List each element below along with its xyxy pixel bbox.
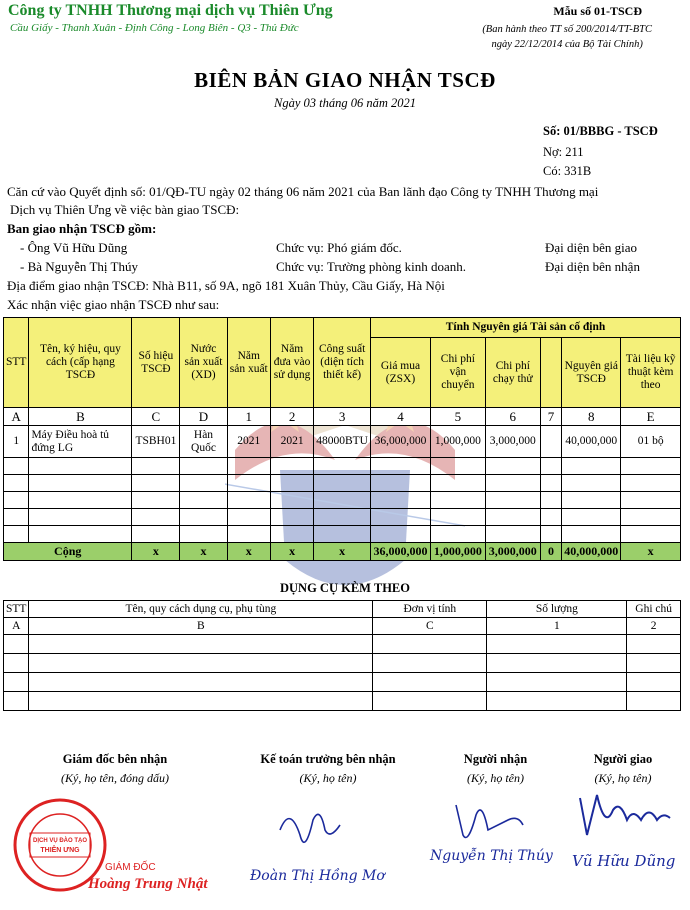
document-title: BIÊN BẢN GIAO NHẬN TSCĐ <box>194 68 496 92</box>
signature-title: Người giao <box>593 752 653 766</box>
header-cell: Nước sản xuất (XD) <box>180 318 227 408</box>
cell-year-used: 2021 <box>270 426 313 458</box>
signature-note: (Ký, họ tên, đóng dấu) <box>61 771 169 785</box>
company-branches: Cầu Giấy - Thanh Xuân - Định Công - Long Biên - Q3 - Thủ Đức <box>10 22 299 34</box>
signature-title: Giám đốc bên nhận <box>62 752 168 766</box>
total-cell: x <box>270 543 313 561</box>
total-cell: x <box>621 543 681 561</box>
header-cell: Tài liệu kỹ thuật kèm theo <box>621 338 681 408</box>
letter-cell: 2 <box>270 408 313 426</box>
cell-documents: 01 bộ <box>621 426 681 458</box>
letter-cell: E <box>621 408 681 426</box>
cell-asset-name: Máy Điều hoà tủ đứng LG <box>29 426 132 458</box>
header-cell: Tên, ký hiệu, quy cách (cấp hạng TSCĐ <box>29 318 132 408</box>
cell-original-cost: 40,000,000 <box>562 426 621 458</box>
signature-note: (Ký, họ tên) <box>467 771 524 785</box>
total-cell: x <box>132 543 180 561</box>
header-cell: Năm đưa vào sử dụng <box>270 318 313 408</box>
cell-price: 36,000,000 <box>370 426 430 458</box>
debit-account: Nợ: 211 <box>543 145 584 159</box>
signature-block-deliverer <box>568 752 678 786</box>
table-row <box>4 475 681 492</box>
cell-col7 <box>540 426 562 458</box>
cell-country: Hàn Quốc <box>180 426 227 458</box>
table-row <box>4 509 681 526</box>
svg-text:DỊCH VỤ ĐÀO TẠO: DỊCH VỤ ĐÀO TẠO <box>33 838 87 844</box>
cell-year-made: 2021 <box>227 426 270 458</box>
header-cell: Số hiệu TSCĐ <box>132 318 180 408</box>
total-cell: 40,000,000 <box>562 543 621 561</box>
signature-block-director <box>30 752 200 786</box>
receiver-name: Nguyễn Thị Thúy <box>430 848 553 864</box>
header-cell: STT <box>4 601 29 618</box>
letter-cell: 7 <box>540 408 562 426</box>
signature-block-chief-accountant <box>238 752 418 786</box>
letter-cell: D <box>180 408 227 426</box>
total-cell: 3,000,000 <box>485 543 540 561</box>
member-role: Đại diện bên nhận <box>545 259 640 274</box>
member-name: - Ông Vũ Hữu Dũng <box>20 240 128 255</box>
accountant-name: Đoàn Thị Hồng Mơ <box>250 868 385 884</box>
tools-table <box>3 600 681 711</box>
form-basis-line2: ngày 22/12/2014 của Bộ Tài Chính) <box>491 39 643 50</box>
header-cell: Chi phí vận chuyển <box>430 338 485 408</box>
letter-cell: 1 <box>487 618 627 635</box>
signature-title: Kế toán trưởng bên nhận <box>260 752 396 766</box>
letter-cell: 1 <box>227 408 270 426</box>
form-basis <box>482 22 652 52</box>
form-basis-line1: (Ban hành theo TT số 200/2014/TT-BTC <box>482 24 652 35</box>
committee-heading: Ban giao nhận TSCĐ gồm: <box>7 221 157 236</box>
letter-cell: 8 <box>562 408 621 426</box>
signature-note: (Ký, họ tên) <box>594 771 652 785</box>
letter-cell: 2 <box>627 618 681 635</box>
letter-cell: C <box>132 408 180 426</box>
tools-title: DỤNG CỤ KÈM THEO <box>280 581 410 595</box>
signature-scribble <box>448 795 528 850</box>
deliverer-name: Vũ Hữu Dũng <box>572 852 676 870</box>
letter-cell: A <box>4 408 29 426</box>
signature-note: (Ký, họ tên) <box>299 771 357 785</box>
member-position: Chức vụ: Phó giám đốc. <box>276 240 402 255</box>
total-cell: x <box>314 543 371 561</box>
signature-scribble <box>275 800 345 860</box>
letter-cell: A <box>4 618 29 635</box>
total-cell: 0 <box>540 543 562 561</box>
signature-title: Người nhận <box>463 752 528 766</box>
member-role: Đại diện bên giao <box>545 240 638 255</box>
basis-line-2: Dịch vụ Thiên Ưng về việc bàn giao TSCĐ: <box>10 202 240 217</box>
asset-table <box>3 317 681 561</box>
total-cell: x <box>180 543 227 561</box>
signature-scribble <box>575 790 675 845</box>
form-number: Mẫu số 01-TSCĐ <box>553 4 642 18</box>
header-cell: Số lượng <box>487 601 627 618</box>
cell-capacity: 48000BTU <box>314 426 371 458</box>
header-cell: STT <box>4 318 29 408</box>
header-cell: Năm sản xuất <box>227 318 270 408</box>
table-row <box>4 492 681 509</box>
letter-cell: 6 <box>485 408 540 426</box>
header-cell <box>540 338 562 408</box>
total-cell: 1,000,000 <box>430 543 485 561</box>
table-row <box>4 426 681 458</box>
letter-cell: 3 <box>314 408 371 426</box>
document-number: Số: 01/BBBG - TSCĐ <box>543 124 658 138</box>
cell-asset-code: TSBH01 <box>132 426 180 458</box>
member-name: - Bà Nguyễn Thị Thúy <box>20 259 138 274</box>
header-cell: Chi phí chạy thử <box>485 338 540 408</box>
group-header: Tính Nguyên giá Tài sản cố định <box>370 318 680 338</box>
credit-account: Có: 331B <box>543 164 592 178</box>
stamp-label: GIÁM ĐỐC <box>105 862 156 873</box>
signature-block-receiver <box>438 752 553 786</box>
header-cell: Tên, quy cách dụng cụ, phụ tùng <box>29 601 373 618</box>
handover-location: Địa điểm giao nhận TSCĐ: Nhà B11, số 9A, ngõ 181 Xuân Thủy, Cầu Giấy, Hà Nội <box>7 278 445 293</box>
letter-cell: 5 <box>430 408 485 426</box>
total-label: Cộng <box>4 543 132 561</box>
director-name: Hoàng Trung Nhật <box>88 876 208 892</box>
header-cell: Đơn vị tính <box>373 601 487 618</box>
confirmation-line: Xác nhận việc giao nhận TSCĐ như sau: <box>7 297 220 312</box>
table-row <box>4 654 681 673</box>
svg-text:THIÊN ƯNG: THIÊN ƯNG <box>40 847 80 854</box>
member-position: Chức vụ: Trường phòng kinh doanh. <box>276 259 466 274</box>
cell-stt: 1 <box>4 426 29 458</box>
company-name: Công ty TNHH Thương mại dịch vụ Thiên Ưng <box>8 2 333 19</box>
total-cell: x <box>227 543 270 561</box>
cell-transport: 1,000,000 <box>430 426 485 458</box>
letter-cell: B <box>29 408 132 426</box>
table-row <box>4 635 681 654</box>
header-cell: Giá mua (ZSX) <box>370 338 430 408</box>
letter-cell: C <box>373 618 487 635</box>
table-row <box>4 673 681 692</box>
table-row <box>4 526 681 543</box>
header-cell: Nguyên giá TSCĐ <box>562 338 621 408</box>
letter-cell: B <box>29 618 373 635</box>
total-cell: 36,000,000 <box>370 543 430 561</box>
total-row <box>4 543 681 561</box>
table-row <box>4 692 681 711</box>
header-cell: Công suất (diện tích thiết kế) <box>314 318 371 408</box>
header-cell: Ghi chú <box>627 601 681 618</box>
table-row <box>4 458 681 475</box>
document-date: Ngày 03 tháng 06 năm 2021 <box>273 96 416 110</box>
cell-test-run: 3,000,000 <box>485 426 540 458</box>
basis-line-1: Căn cứ vào Quyết định số: 01/QĐ-TU ngày 02 tháng 06 năm 2021 của Ban lãnh đạo Công ty TNHH Thương mại <box>7 184 599 199</box>
letter-cell: 4 <box>370 408 430 426</box>
